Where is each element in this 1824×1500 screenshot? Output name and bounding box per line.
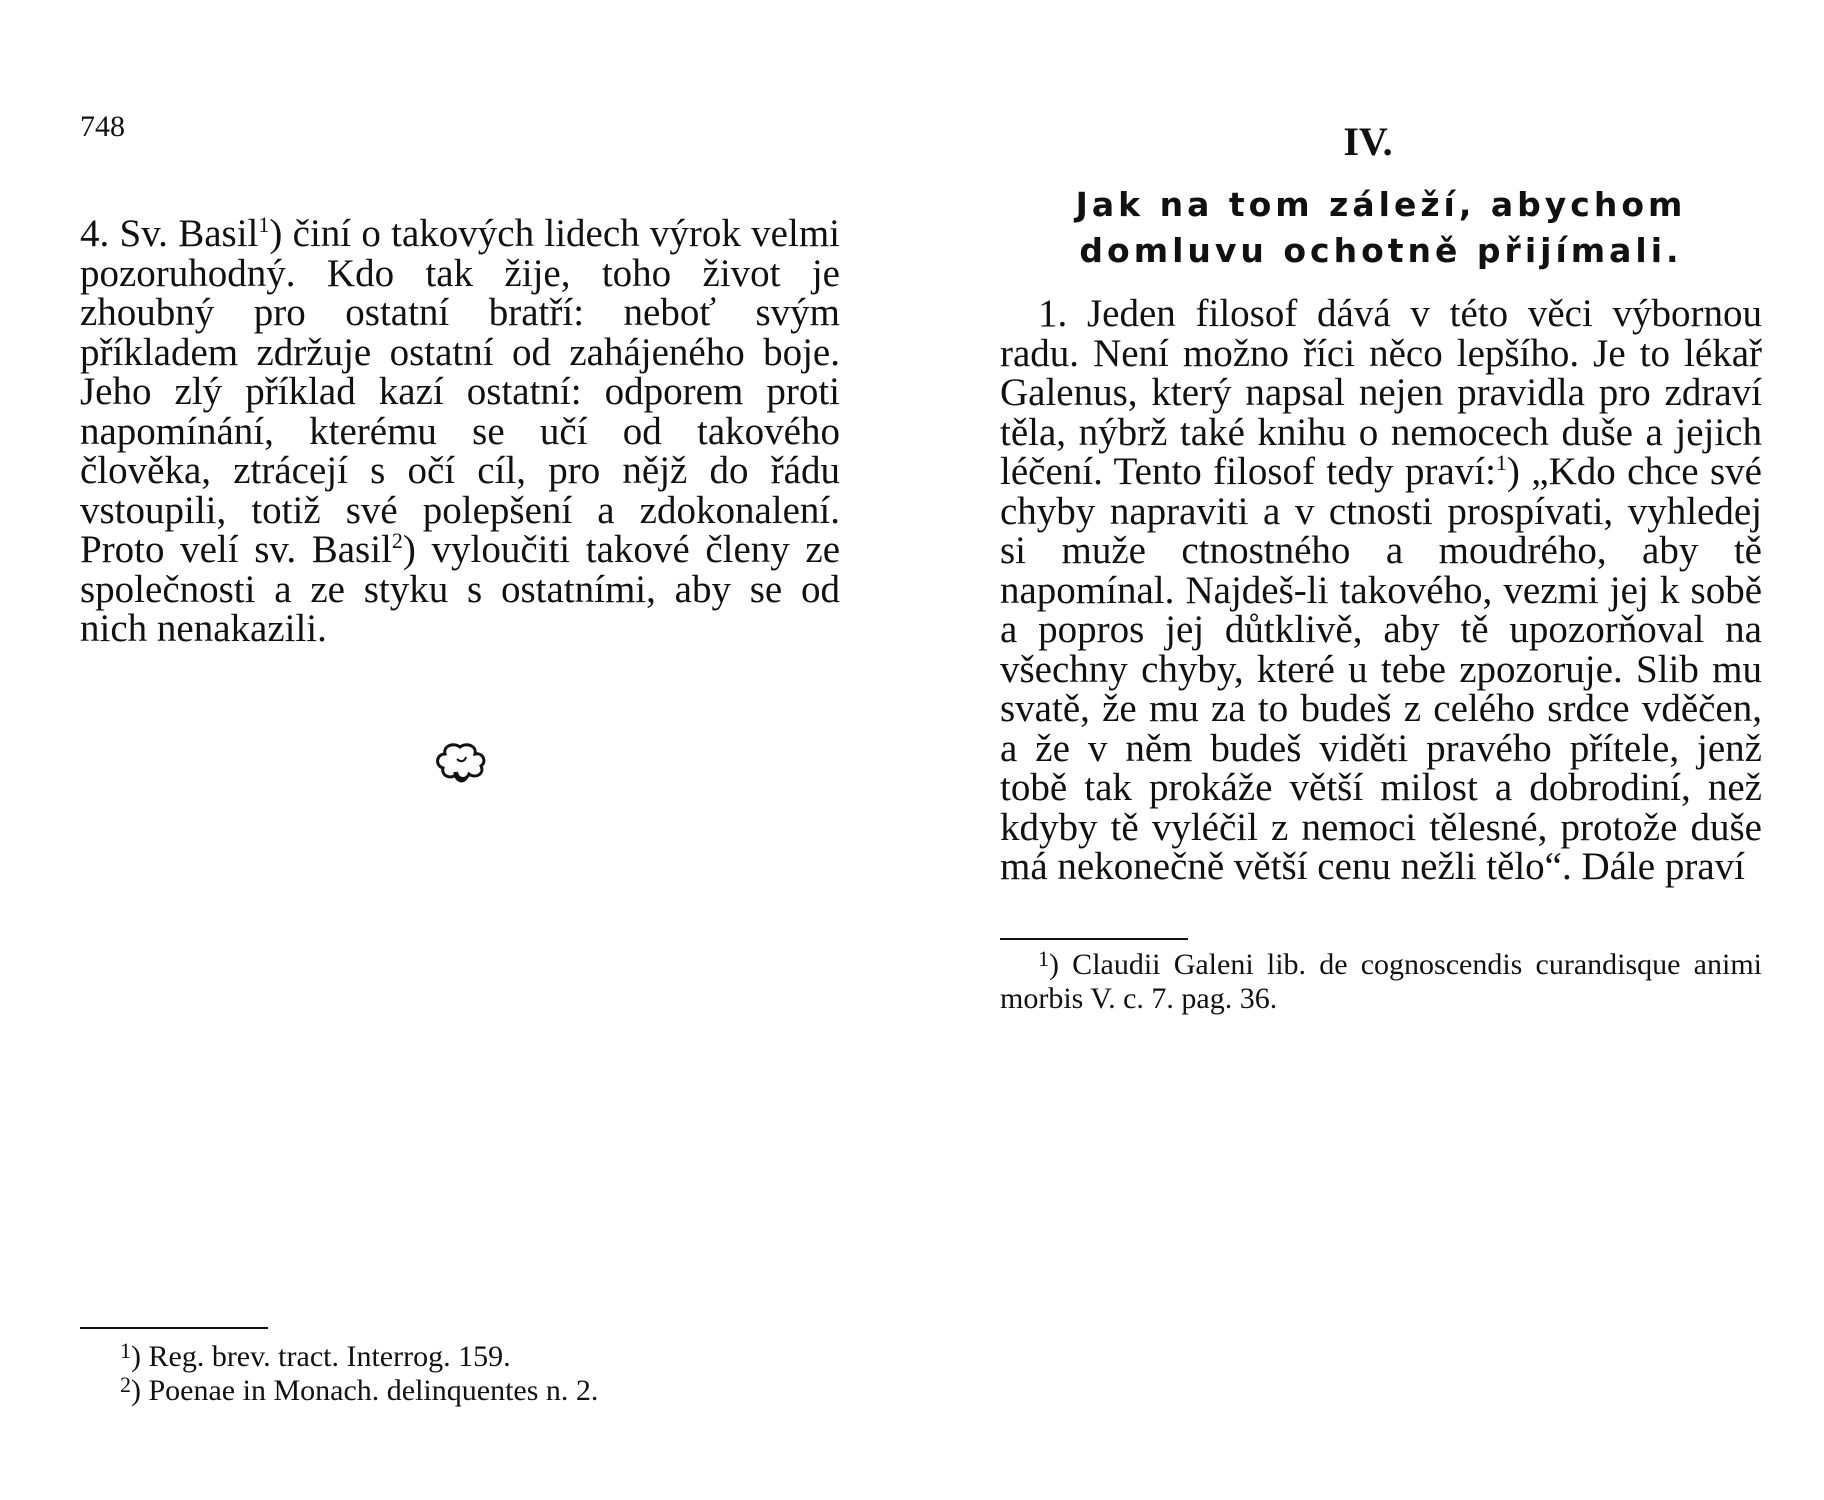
- footnote-mark: 1: [1038, 946, 1049, 971]
- footnote-divider: [80, 1327, 268, 1329]
- right-footnotes: [1000, 948, 1762, 1016]
- footnote-reference: 1: [258, 212, 270, 237]
- paragraph-galenus: [1000, 294, 1762, 887]
- footnote-reference: 1: [1495, 450, 1507, 475]
- footnote-text: ) Claudii Galeni lib. de cognoscendis curandisque animi morbis V. c. 7. pag. 36.: [1000, 948, 1762, 1015]
- paragraph-text: ) vyloučiti takové členy ze společnosti a ze styku s ostatními, aby se od nich nenakazili.: [80, 528, 840, 650]
- footnote: [120, 1340, 820, 1374]
- right-page: [912, 0, 1824, 1500]
- footnote-text: ) Reg. brev. tract. Interrog. 159.: [131, 1340, 511, 1373]
- page-number: 748: [80, 110, 125, 143]
- paragraph-text: 1. Jeden filosof dává v této věci výbornou radu. Není možno říci něco lepšího. Je to lékař Galenus, který napsal nejen pravidla pro zdraví těla, nýbrž také knihu o nemocech duše a jejich léčení. Tento filosof tedy praví:: [1000, 292, 1762, 493]
- footnote-mark: 1: [120, 1338, 131, 1363]
- chapter-number: IV.: [1343, 119, 1393, 164]
- ornament-icon: [433, 742, 487, 788]
- paragraph-text: 4. Sv. Basil: [80, 212, 259, 255]
- paragraph-text: ) „Kdo chce své chyby napraviti a v ctnosti prospívati, vyhledej si muže ctnostného a moudrého, aby tě napomínal. Najdeš-li takového, vezmi jej k sobě a popros jej důtklivě, aby tě upozorňoval na všechny chyby, které u tebe zpozoruje. Slib mu svatě, že mu za to budeš z celého srdce vděčen, a že v něm budeš viděti pravého přítele, jenž tobě tak prokáže větší milost a dobrodiní, než kdyby tě vyléčil z nemoci tělesné, protože duše má nekonečně větší cenu nežli tělo“. Dále praví: [1000, 450, 1762, 888]
- right-body-text: [1000, 294, 1762, 887]
- paragraph-basil: [80, 214, 840, 649]
- left-body-text: [80, 214, 840, 649]
- footnote-divider: [1000, 938, 1188, 940]
- chapter-title: Jak na tom záleží, abychom domluvu ochotně přijímali.: [1075, 185, 1687, 270]
- footnote-reference: 2: [391, 528, 403, 553]
- left-footnotes: [120, 1340, 820, 1408]
- footnote-text: ) Poenae in Monach. delinquentes n. 2.: [131, 1374, 599, 1407]
- paragraph-text: ) činí o takových lidech výrok velmi pozoruhodný. Kdo tak žije, toho život je zhoubný pro ostatní bratří: neboť svým příkladem zdržuje ostatní od zahájeného boje. Jeho zlý příklad kazí ostatní: odporem proti napomínání, kterému se učí od takového člověka, ztrácejí s očí cíl, pro nějž do řádu vstoupili, totiž své polepšení a zdokonalení. Proto velí sv. Basil: [80, 212, 840, 571]
- footnote: [1000, 948, 1762, 1016]
- footnote: [120, 1374, 820, 1408]
- footnote-mark: 2: [120, 1372, 131, 1397]
